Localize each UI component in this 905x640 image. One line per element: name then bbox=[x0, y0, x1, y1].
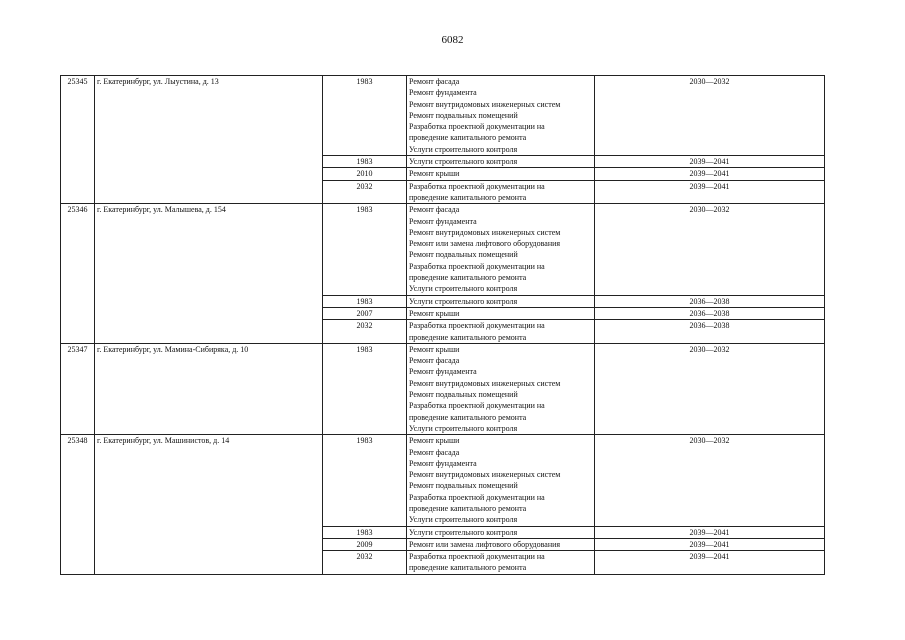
building-address: г. Екатеринбург, ул. Лыустина, д. 13 bbox=[95, 76, 323, 204]
work-types bbox=[407, 307, 595, 319]
work-item: Услуги строительного контроля bbox=[409, 423, 518, 433]
repair-year: 2032 bbox=[323, 551, 407, 575]
planned-period: 2030—2032 bbox=[595, 343, 825, 434]
work-item: Разработка проектной документации на bbox=[409, 321, 545, 331]
work-item: Ремонт фасада bbox=[409, 447, 460, 457]
work-item: Ремонт крыши bbox=[409, 344, 460, 354]
repair-year: 2010 bbox=[323, 168, 407, 180]
work-item: Услуги строительного контроля bbox=[409, 515, 518, 525]
work-item: Ремонт подвальных помещений bbox=[409, 250, 518, 260]
work-item: проведение капитального ремонта bbox=[409, 273, 527, 283]
planned-period: 2039—2041 bbox=[595, 526, 825, 538]
repair-year: 1983 bbox=[323, 435, 407, 526]
work-item: Разработка проектной документации на bbox=[409, 401, 545, 411]
work-item: проведение капитального ремонта bbox=[409, 563, 527, 573]
repair-year: 2007 bbox=[323, 307, 407, 319]
planned-period: 2039—2041 bbox=[595, 551, 825, 575]
repair-year: 1983 bbox=[323, 76, 407, 156]
work-item: Ремонт внутридомовых инженерных систем bbox=[409, 227, 561, 237]
work-item: Разработка проектной документации на bbox=[409, 122, 545, 132]
work-types bbox=[407, 295, 595, 307]
work-item: Ремонт внутридомовых инженерных систем bbox=[409, 378, 561, 388]
repair-year: 1983 bbox=[323, 204, 407, 295]
repair-year: 2009 bbox=[323, 538, 407, 550]
table-row bbox=[61, 204, 825, 295]
work-item: Ремонт внутридомовых инженерных систем bbox=[409, 99, 561, 109]
work-item: Ремонт крыши bbox=[409, 169, 460, 179]
row-number: 25346 bbox=[61, 204, 95, 344]
work-item: Ремонт фундамента bbox=[409, 458, 477, 468]
planned-period: 2039—2041 bbox=[595, 538, 825, 550]
repair-year: 1983 bbox=[323, 526, 407, 538]
work-item: Услуги строительного контроля bbox=[409, 144, 518, 154]
work-item: Ремонт фасада bbox=[409, 77, 460, 86]
work-item: Ремонт фундамента bbox=[409, 88, 477, 98]
work-item: Ремонт крыши bbox=[409, 436, 460, 446]
planned-period: 2030—2032 bbox=[595, 76, 825, 156]
building-address: г. Екатеринбург, ул. Машинистов, д. 14 bbox=[95, 435, 323, 575]
planned-period: 2036—2038 bbox=[595, 295, 825, 307]
planned-period: 2030—2032 bbox=[595, 435, 825, 526]
repair-year: 1983 bbox=[323, 295, 407, 307]
work-item: Ремонт фасада bbox=[409, 205, 460, 215]
planned-period: 2039—2041 bbox=[595, 168, 825, 180]
repair-year: 1983 bbox=[323, 343, 407, 434]
work-item: Ремонт фасада bbox=[409, 356, 460, 366]
planned-period: 2030—2032 bbox=[595, 204, 825, 295]
work-item: Услуги строительного контроля bbox=[409, 157, 518, 167]
work-item: проведение капитального ремонта bbox=[409, 133, 527, 143]
work-types bbox=[407, 538, 595, 550]
work-item: Ремонт фундамента bbox=[409, 216, 477, 226]
work-item: Разработка проектной документации на bbox=[409, 181, 545, 191]
table-body bbox=[61, 76, 825, 575]
work-types bbox=[407, 343, 595, 434]
work-item: проведение капитального ремонта bbox=[409, 503, 527, 513]
table-row bbox=[61, 76, 825, 156]
building-address: г. Екатеринбург, ул. Мамина-Сибиряка, д. 10 bbox=[95, 343, 323, 434]
work-item: Услуги строительного контроля bbox=[409, 527, 518, 537]
work-item: Разработка проектной документации на bbox=[409, 552, 545, 562]
work-item: проведение капитального ремонта bbox=[409, 192, 527, 202]
work-types bbox=[407, 76, 595, 156]
work-item: проведение капитального ремонта bbox=[409, 332, 527, 342]
work-item: Ремонт подвальных помещений bbox=[409, 481, 518, 491]
work-types bbox=[407, 435, 595, 526]
work-types bbox=[407, 526, 595, 538]
page-number: 6082 bbox=[441, 34, 464, 46]
planned-period: 2039—2041 bbox=[595, 156, 825, 168]
work-types bbox=[407, 168, 595, 180]
work-types bbox=[407, 320, 595, 344]
work-item: проведение капитального ремонта bbox=[409, 412, 527, 422]
work-item: Ремонт внутридомовых инженерных систем bbox=[409, 470, 561, 480]
work-item: Услуги строительного контроля bbox=[409, 296, 518, 306]
work-item: Ремонт или замена лифтового оборудования bbox=[409, 239, 561, 249]
work-types bbox=[407, 204, 595, 295]
row-number: 25345 bbox=[61, 76, 95, 204]
repair-year: 2032 bbox=[323, 320, 407, 344]
work-item: Разработка проектной документации на bbox=[409, 492, 545, 502]
work-item: Ремонт фундамента bbox=[409, 367, 477, 377]
work-item: Разработка проектной документации на bbox=[409, 261, 545, 271]
repair-year: 2032 bbox=[323, 180, 407, 204]
row-number: 25348 bbox=[61, 435, 95, 575]
planned-period: 2039—2041 bbox=[595, 180, 825, 204]
work-types bbox=[407, 551, 595, 575]
work-types bbox=[407, 180, 595, 204]
table-row bbox=[61, 435, 825, 526]
repair-schedule-table bbox=[60, 75, 825, 575]
work-item: Услуги строительного контроля bbox=[409, 284, 518, 294]
work-item: Ремонт или замена лифтового оборудования bbox=[409, 539, 561, 549]
work-item: Ремонт крыши bbox=[409, 308, 460, 318]
work-item: Ремонт подвальных помещений bbox=[409, 390, 518, 400]
work-item: Ремонт подвальных помещений bbox=[409, 110, 518, 120]
planned-period: 2036—2038 bbox=[595, 320, 825, 344]
repair-year: 1983 bbox=[323, 156, 407, 168]
planned-period: 2036—2038 bbox=[595, 307, 825, 319]
work-types bbox=[407, 156, 595, 168]
table-row bbox=[61, 343, 825, 434]
building-address: г. Екатеринбург, ул. Малышева, д. 154 bbox=[95, 204, 323, 344]
row-number: 25347 bbox=[61, 343, 95, 434]
